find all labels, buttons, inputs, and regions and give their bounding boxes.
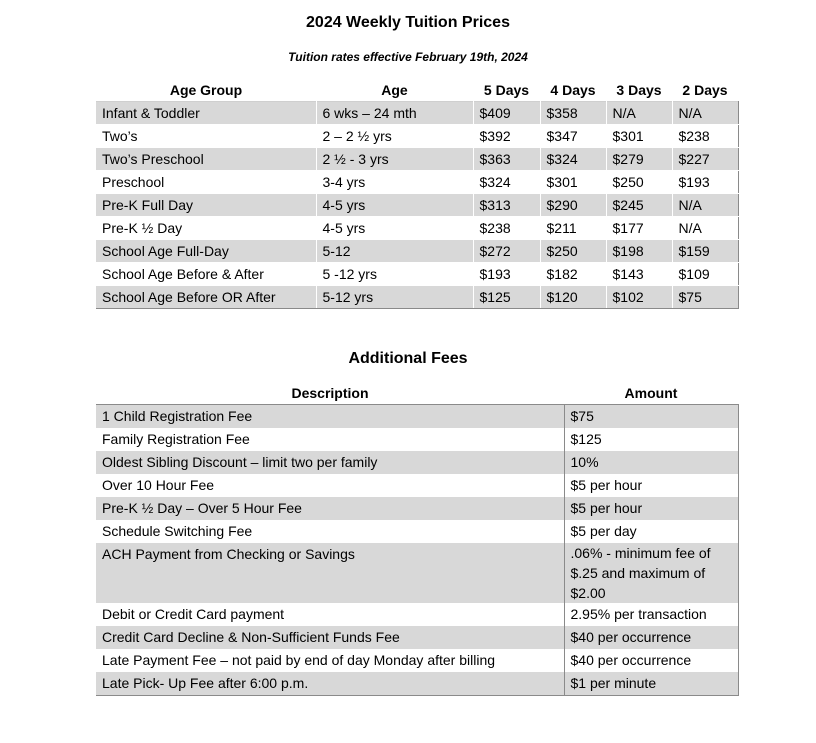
cell-4-days: $211	[540, 217, 606, 240]
cell-4-days: $301	[540, 171, 606, 194]
cell-5-days: $324	[473, 171, 540, 194]
cell-description: Schedule Switching Fee	[102, 523, 253, 539]
cell-description: Oldest Sibling Discount – limit two per family	[96, 451, 564, 474]
cell-2-days: $227	[672, 148, 738, 171]
cell-3-days: $143	[606, 263, 672, 286]
cell-4-days: $358	[540, 102, 606, 125]
header-5-days: 5 Days	[483, 82, 530, 98]
additional-fees-title: Additional Fees	[348, 350, 468, 367]
cell-amount: 10%	[564, 451, 738, 474]
cell-amount: $5 per day	[564, 520, 738, 543]
cell-amount: $5 per hour	[564, 474, 738, 497]
table-row	[96, 451, 738, 474]
table-row	[96, 474, 738, 497]
table-row	[96, 603, 738, 626]
cell-3-days: $301	[606, 125, 672, 148]
cell-amount: $1 per minute	[564, 672, 738, 696]
cell-description: Pre-K ½ Day – Over 5 Hour Fee	[96, 497, 564, 520]
cell-description: Late Pick- Up Fee after 6:00 p.m.	[96, 672, 564, 696]
cell-description: ACH Payment from Checking or Savings	[96, 543, 564, 603]
cell-description: 1 Child Registration Fee	[96, 405, 564, 429]
header-description: Description	[291, 385, 369, 401]
header-age-group: Age Group	[169, 82, 243, 98]
cell-age-group: School Age Before OR After	[96, 286, 316, 309]
cell-5-days: $193	[473, 263, 540, 286]
cell-amount: $5 per hour	[564, 497, 738, 520]
cell-3-days: $102	[606, 286, 672, 309]
table-row	[96, 672, 738, 696]
cell-description: Family Registration Fee	[102, 431, 250, 447]
cell-4-days: $182	[540, 263, 606, 286]
table-row	[96, 405, 738, 429]
cell-age-group: Two’s	[96, 125, 316, 148]
cell-3-days: $279	[606, 148, 672, 171]
cell-amount: .06% - minimum fee of $.25 and maximum of $2.00	[564, 543, 738, 603]
cell-5-days: $272	[473, 240, 540, 263]
cell-age: 4-5 yrs	[316, 194, 473, 217]
cell-description: Late Payment Fee – not paid by end of day Monday after billing	[102, 652, 496, 668]
cell-5-days: $238	[473, 217, 540, 240]
header-amount: Amount	[624, 385, 678, 401]
table-row	[96, 263, 738, 286]
cell-5-days: $392	[473, 125, 540, 148]
cell-age-group: School Age Before & After	[96, 263, 316, 286]
cell-amount: $40 per occurrence	[564, 649, 738, 672]
cell-description: Credit Card Decline & Non-Sufficient Funds Fee	[96, 626, 564, 649]
fees-table	[96, 382, 739, 696]
cell-2-days: $238	[672, 125, 738, 148]
cell-age: 6 wks – 24 mth	[316, 102, 473, 125]
cell-age-group: Two’s Preschool	[96, 148, 316, 171]
cell-age-group: School Age Full-Day	[96, 240, 316, 263]
cell-2-days: $109	[672, 263, 738, 286]
table-row	[96, 497, 738, 520]
table-row	[96, 125, 738, 148]
cell-5-days: $409	[473, 102, 540, 125]
page-subtitle: Tuition rates effective February 19th, 2024	[288, 50, 528, 64]
cell-description: Debit or Credit Card payment	[102, 606, 285, 622]
table-row	[96, 626, 738, 649]
table-row	[96, 171, 738, 194]
cell-2-days: $75	[672, 286, 738, 309]
cell-age: 3-4 yrs	[316, 171, 473, 194]
cell-5-days: $125	[473, 286, 540, 309]
cell-5-days: $313	[473, 194, 540, 217]
table-row	[96, 102, 738, 125]
table-row	[96, 217, 738, 240]
cell-4-days: $250	[540, 240, 606, 263]
table-row	[96, 286, 738, 309]
cell-2-days: $193	[672, 171, 738, 194]
table-row	[96, 428, 738, 451]
cell-3-days: N/A	[606, 102, 672, 125]
cell-age-group: Infant & Toddler	[96, 102, 316, 125]
header-age: Age	[381, 82, 408, 98]
cell-amount: $125	[564, 428, 738, 451]
cell-3-days: $198	[606, 240, 672, 263]
header-3-days: 3 Days	[616, 82, 662, 98]
cell-age: 2 ½ - 3 yrs	[316, 148, 473, 171]
tuition-header-row	[96, 79, 738, 102]
cell-3-days: $245	[606, 194, 672, 217]
fees-header-row	[96, 382, 738, 405]
cell-2-days: N/A	[672, 102, 738, 125]
cell-age-group: Pre-K Full Day	[96, 194, 316, 217]
header-4-days: 4 Days	[550, 82, 596, 98]
cell-age-group: Pre-K ½ Day	[96, 217, 316, 240]
table-row	[96, 649, 738, 672]
header-2-days: 2 Days	[682, 82, 728, 98]
cell-2-days: N/A	[672, 194, 738, 217]
table-row	[96, 543, 738, 603]
page-title: 2024 Weekly Tuition Prices	[306, 14, 510, 31]
cell-age: 2 – 2 ½ yrs	[316, 125, 473, 148]
cell-4-days: $290	[540, 194, 606, 217]
cell-amount: $75	[564, 405, 738, 429]
cell-age: 4-5 yrs	[316, 217, 473, 240]
cell-2-days: $159	[672, 240, 738, 263]
table-row	[96, 520, 738, 543]
cell-age: 5-12 yrs	[316, 286, 473, 309]
cell-4-days: $120	[540, 286, 606, 309]
cell-description: Over 10 Hour Fee	[102, 477, 215, 493]
cell-3-days: $250	[606, 171, 672, 194]
cell-4-days: $324	[540, 148, 606, 171]
cell-age-group: Preschool	[96, 171, 316, 194]
cell-4-days: $347	[540, 125, 606, 148]
table-row	[96, 194, 738, 217]
cell-2-days: N/A	[672, 217, 738, 240]
cell-amount: 2.95% per transaction	[564, 603, 738, 626]
cell-5-days: $363	[473, 148, 540, 171]
table-row	[96, 148, 738, 171]
cell-3-days: $177	[606, 217, 672, 240]
tuition-table	[96, 79, 739, 309]
cell-age: 5 -12 yrs	[316, 263, 473, 286]
table-row	[96, 240, 738, 263]
cell-age: 5-12	[316, 240, 473, 263]
cell-amount: $40 per occurrence	[564, 626, 738, 649]
